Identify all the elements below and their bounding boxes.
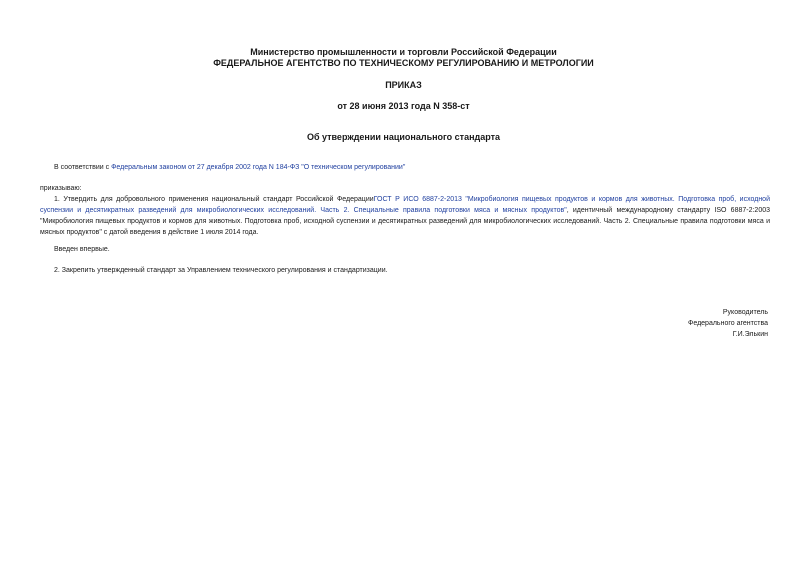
preamble-paragraph [40,162,770,173]
item-1-suffix: , идентичный международному стандарту ISO 6887-2:2003 "Микробиология пищевых продуктов и кормов для животных. Подготовка проб, исходной суспензии и десятикратных разведений для микробиологических исследований. Часть 2. Специальные правила подготовки мяса и мясных продуктов" с датой введения в действие 1 июля 2014 года. [40,207,770,236]
order-word: приказываю: [40,185,82,192]
federal-law-link[interactable]: Федеральным законом от 27 декабря 2002 года N 184-ФЗ "О техническом регулировании" [111,164,406,171]
item-2-paragraph: 2. Закрепить утвержденный стандарт за Управлением технического регулирования и стандартизации. [54,267,388,274]
ministry-title: Министерство промышленности и торговли Российской Федерации [250,47,557,57]
agency-title: ФЕДЕРАЛЬНОЕ АГЕНТСТВО ПО ТЕХНИЧЕСКОМУ РЕГУЛИРОВАНИЮ И МЕТРОЛОГИИ [213,58,594,68]
introduced-note: Введен впервые. [54,246,110,253]
signature-role-line-2: Федерального агентства [688,320,768,327]
signature-name: Г.И.Элькин [732,331,768,338]
document-type: ПРИКАЗ [385,80,422,90]
item-1-prefix: 1. Утвердить для добровольного применения национальный стандарт Российской Федерации [54,196,374,203]
preamble-prefix: В соответствии с [54,164,112,171]
document-subject: Об утверждении национального стандарта [306,132,501,142]
item-1-paragraph [40,194,770,238]
document-date-number: от 28 июня 2013 года N 358-ст [337,101,470,111]
signature-role-line-1: Руководитель [722,309,768,316]
gost-standard-link[interactable]: ГОСТ Р ИСО 6887-2-2013 "Микробиология пищевых продуктов и кормов для животных. Подготовка проб, исходной суспензии и десятикратных разведений для микробиологических исследований. Часть 2. Специальные правила подготовки мяса и мясных продуктов" [40,196,770,214]
